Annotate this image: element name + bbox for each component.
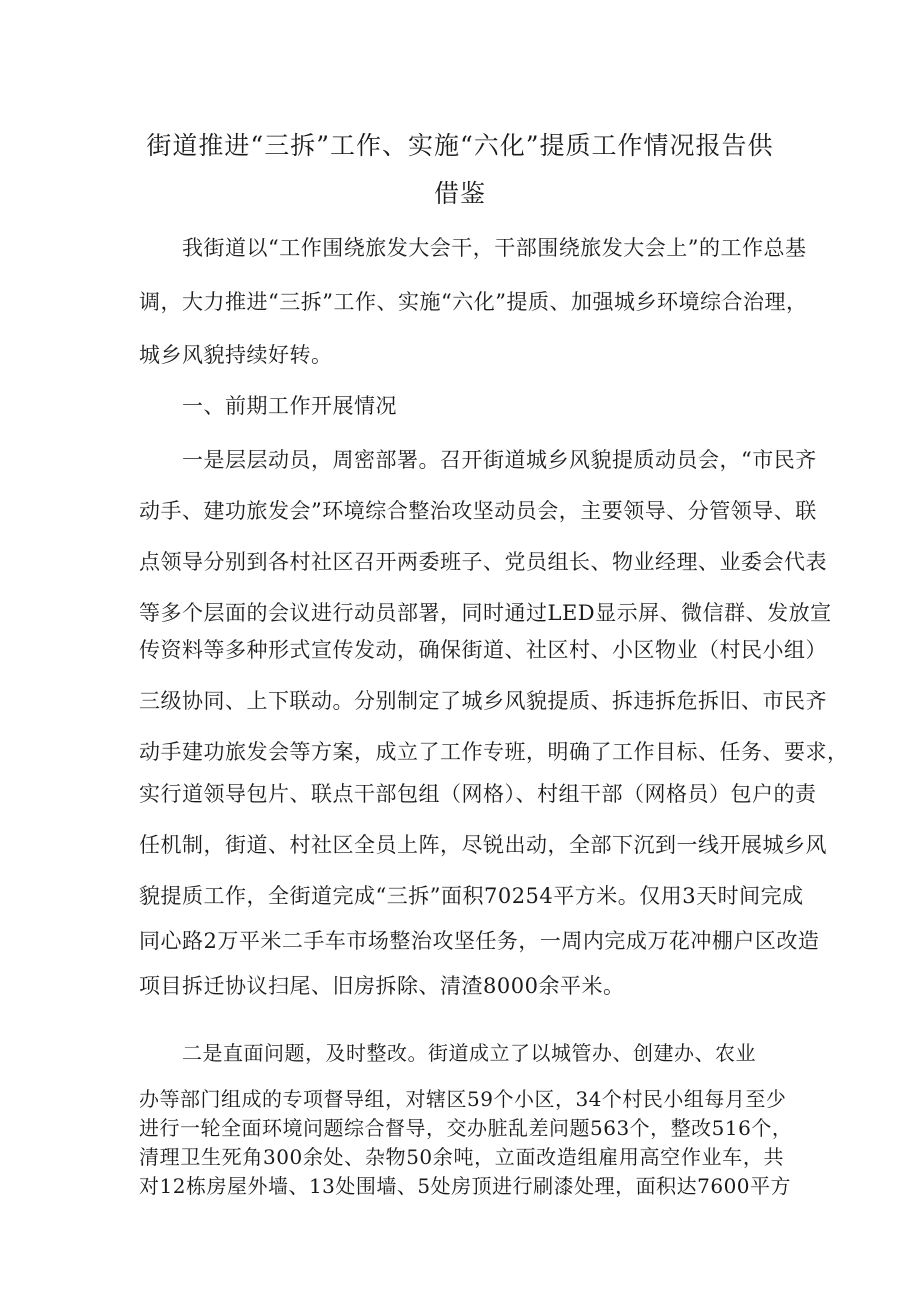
text-line: 二是直面问题，及时整改。街道成立了以城管办、创建办、农业 — [182, 1041, 756, 1065]
text-line: 三级协同、上下联动。分别制定了城乡风貌提质、拆违拆危拆旧、市民齐 — [139, 689, 827, 713]
text-line: 传资料等多种形式宣传发动，确保街道、社区村、小区物业（村民小组） — [139, 638, 827, 662]
text-line: 动手、建功旅发会”环境综合整治攻坚动员会，主要领导、分管领导、联 — [139, 499, 817, 523]
text-line: 实行道领导包片、联点干部包组（网格）、村组干部（网格员）包户的责 — [139, 782, 817, 806]
text-line: 一是层层动员，周密部署。召开街道城乡风貌提质动员会，“市民齐 — [182, 448, 817, 472]
text-line: 我街道以“工作围绕旅发大会干，干部围绕旅发大会上”的工作总基 — [182, 236, 807, 260]
text-line: 等多个层面的会议进行动员部署，同时通过LED显示屏、微信群、发放宣 — [139, 601, 832, 625]
text-line: 动手建功旅发会等方案，成立了工作专班，明确了工作目标、任务、要求， — [139, 740, 849, 764]
section-heading-text: 一、前期工作开展情况 — [182, 394, 397, 418]
text-line: 任机制，街道、村社区全员上阵，尽锐出动，全部下沉到一线开展城乡风 — [139, 833, 827, 857]
text-line: 调，大力推进“三拆”工作、实施“六化”提质、加强城乡环境综合治理， — [139, 290, 808, 314]
text-line: 对12栋房屋外墙、13处围墙、5处房顶进行刷漆处理，面积达7600平方 — [139, 1174, 792, 1198]
title-line-1: 街道推进“三拆”工作、实施“六化”提质工作情况报告供 — [146, 131, 774, 160]
text-line: 项目拆迁协议扫尾、旧房拆除、清渣8000余平米。 — [139, 974, 625, 998]
text-line: 清理卫生死角300余处、杂物50余吨，立面改造组雇用高空作业车，共 — [139, 1145, 784, 1169]
document-title — [100, 130, 820, 210]
text-line: 点领导分别到各村社区召开两委班子、党员组长、物业经理、业委会代表 — [139, 550, 827, 574]
title-line-2: 借鉴 — [433, 179, 486, 208]
text-line: 同心路2万平米二手车市场整治攻坚任务，一周内完成万花冲棚户区改造 — [139, 929, 820, 953]
text-line: 办等部门组成的专项督导组，对辖区59个小区，34个村民小组每月至少 — [139, 1087, 787, 1111]
text-line: 进行一轮全面环境问题综合督导，交办脏乱差问题563个，整改516个， — [139, 1116, 793, 1140]
text-line: 城乡风貌持续好转。 — [139, 343, 333, 367]
text-line: 貌提质工作，全街道完成“三拆”面积70254平方米。仅用3天时间完成 — [139, 884, 804, 908]
